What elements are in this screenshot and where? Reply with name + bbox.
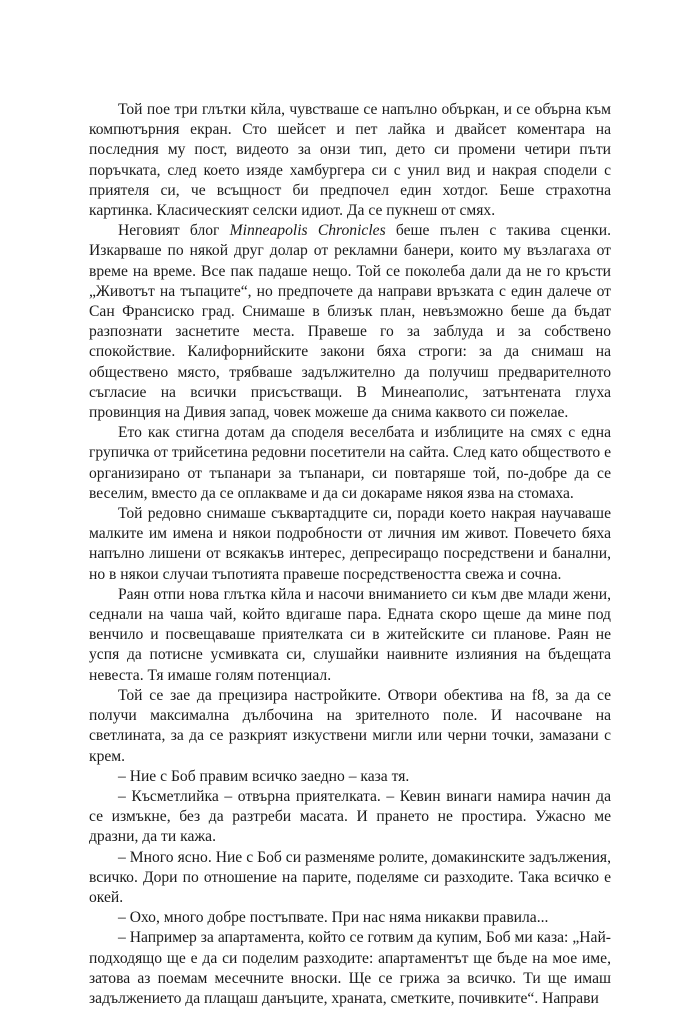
paragraph: Той пое три глътки кйла, чувстваше се напълно объркан, и се обърна към компютърния екран. Сто шейсет и пет лайка и двайсет коментара на последния му пост, видеото за онзи тип, дето си промени четири пъти поръчката, след което изяде хамбургера си с унил вид и накрая сподели с приятеля си, че всъщност би предпочел един хотдог. Беше страхотна картинка. Класическият селски идиот. Да се пукнеш от смях.: [89, 101, 611, 220]
paragraph: Той се зае да прецизира настройките. Отвори обектива на f8, за да се получи максимална дълбочина на зрителното поле. И насочване на светлината, за да се разкрият изкуствени мигли или черни точки, замазани с крем.: [89, 686, 611, 765]
dialogue-line: – Много ясно. Ние с Боб си разменяме ролите, домакинските задължения, всичко. Дори по отношение на парите, поделяме си разходите. Така всичко е окей.: [89, 848, 611, 906]
blog-title: Minneapolis Chronicles: [229, 222, 386, 240]
paragraph-text: беше пълен с такива сценки. Изкарваше по някой друг долар от рекламни банери, които му възлагаха от време на време. Все пак падаше нещо. Той се поколеба дали да не го кръсти „Животът на тъпаците“, но предпочете да направи връзката с един далече от Сан Франсиско град. Снимаше в близък план, невъзможно беше да бъдат разпознати заснетите места. Правеше го за заблуда и за собствено спокойствие. Калифорнийските закони бяха строги: за да снимаш на обществено място, трябваше задължително да получиш предварителното съгласие на всички присъстващи. В Минеаполис, затънтената глуха провинция на Дивия запад, човек можеше да снима каквото си пожелае.: [89, 222, 612, 422]
body-text: [89, 100, 611, 1009]
dialogue-line: – Охо, много добре постъпвате. При нас няма никакви правила...: [118, 909, 549, 927]
paragraph: Раян отпи нова глътка кйла и насочи вниманието си към две млади жени, седнали на чаша чай, който вдигаше пара. Едната скоро щеше да мине под венчило и посвещаваше приятелката си в житейските си планове. Раян не успя да потисне усмивката си, слушайки наивните излияния на бъдещата невеста. Тя имаше голям потенциал.: [89, 585, 611, 684]
dialogue-line: – Ние с Боб правим всичко заедно – каза тя.: [118, 767, 410, 785]
paragraph: [89, 221, 611, 423]
paragraph: Той редовно снимаше съквартадците си, поради което накрая научаваше малките им имена и някои подробности от личния им живот. Повечето бяха напълно лишени от всякакъв интерес, депресиращо посредствени и банални, но в някои случаи тъпотията правеше посредствеността свежа и сочна.: [89, 505, 611, 583]
dialogue-line: – Късметлийка – отвърна приятелката. – Кевин винаги намира начин да се измъкне, без да разтреби масата. И прането не простира. Ужасно ме дразни, да ти кажа.: [89, 787, 611, 846]
dialogue-line: – Например за апартамента, който се готвим да купим, Боб ми каза: „Най-подходящо ще е да си поделим разходите: апартаментът ще бъде на мое име, затова аз поемам месечните вноски. Ще се грижа за всичко. Ти ще имаш задължението да плащаш данъците, храната, сметките, почивките“. Направи: [89, 929, 611, 1007]
paragraph-text: Неговият блог: [118, 222, 230, 240]
paragraph: Ето как стигна дотам да споделя веселбата и изблиците на смях с една групичка от трийсетина редовни посетители на сайта. След като обществото е организирано от тъпанари за тъпанари, си повтаряше той, по-добре да се веселим, вместо да се оплакваме и да си докараме някоя язва на стомаха.: [89, 424, 611, 502]
